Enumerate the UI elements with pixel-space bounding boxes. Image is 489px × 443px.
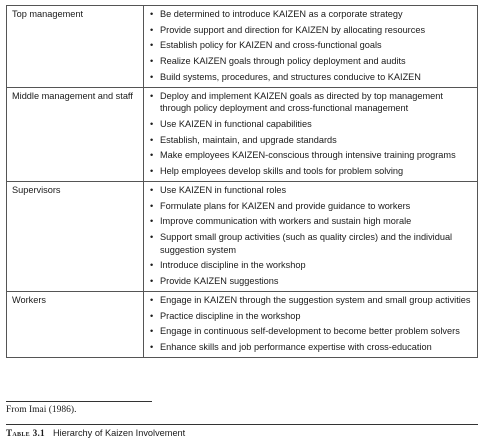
responsibility-item: • Provide support and direction for KAIZEN by allocating resources (160, 24, 473, 37)
caption-label: Table 3.1 (6, 428, 45, 438)
responsibility-item: • Practice discipline in the workshop (160, 310, 473, 323)
responsibility-item: • Be determined to introduce KAIZEN as a corporate strategy (160, 8, 473, 21)
table-row (7, 6, 478, 88)
responsibility-item: • Improve communication with workers and sustain high morale (160, 215, 473, 228)
table-row (7, 87, 478, 181)
role-cell: Middle management and staff (7, 87, 144, 181)
responsibility-item: • Use KAIZEN in functional roles (160, 184, 473, 197)
table-row (7, 181, 478, 291)
responsibility-item: • Realize KAIZEN goals through policy deployment and audits (160, 55, 473, 68)
responsibility-item: • Establish policy for KAIZEN and cross-functional goals (160, 39, 473, 52)
responsibilities-cell (144, 291, 478, 357)
responsibility-list (149, 90, 473, 178)
responsibility-item: • Engage in KAIZEN through the suggestion system and small group activities (160, 294, 473, 307)
responsibility-item: • Enhance skills and job performance expertise with cross-education (160, 341, 473, 354)
role-cell: Supervisors (7, 181, 144, 291)
responsibility-item: • Introduce discipline in the workshop (160, 259, 473, 272)
table-body (7, 6, 478, 358)
responsibilities-cell (144, 6, 478, 88)
table-caption (6, 428, 185, 438)
caption-text: Hierarchy of Kaizen Involvement (52, 428, 186, 438)
responsibilities-cell (144, 87, 478, 181)
responsibility-item: • Provide KAIZEN suggestions (160, 275, 473, 288)
responsibility-list (149, 184, 473, 288)
source-rule (6, 401, 152, 402)
responsibility-list (149, 294, 473, 354)
role-cell: Top management (7, 6, 144, 88)
responsibility-item: • Engage in continuous self-development to become better problem solvers (160, 325, 473, 338)
role-cell: Workers (7, 291, 144, 357)
responsibility-item: • Support small group activities (such as quality circles) and the individual suggestion system (160, 231, 473, 257)
source-note: From Imai (1986). (6, 405, 77, 415)
table-row (7, 291, 478, 357)
responsibilities-cell (144, 181, 478, 291)
responsibility-item: • Deploy and implement KAIZEN goals as directed by top management through policy deployment and cross-functional management (160, 90, 473, 116)
responsibility-list (149, 8, 473, 84)
responsibility-item: • Formulate plans for KAIZEN and provide guidance to workers (160, 200, 473, 213)
responsibility-item: • Establish, maintain, and upgrade standards (160, 134, 473, 147)
responsibility-item: • Use KAIZEN in functional capabilities (160, 118, 473, 131)
caption-rule (6, 424, 478, 425)
responsibility-item: • Help employees develop skills and tools for problem solving (160, 165, 473, 178)
responsibility-item: • Build systems, procedures, and structures conducive to KAIZEN (160, 71, 473, 84)
responsibility-item: • Make employees KAIZEN-conscious through intensive training programs (160, 149, 473, 162)
kaizen-involvement-table (6, 5, 478, 358)
